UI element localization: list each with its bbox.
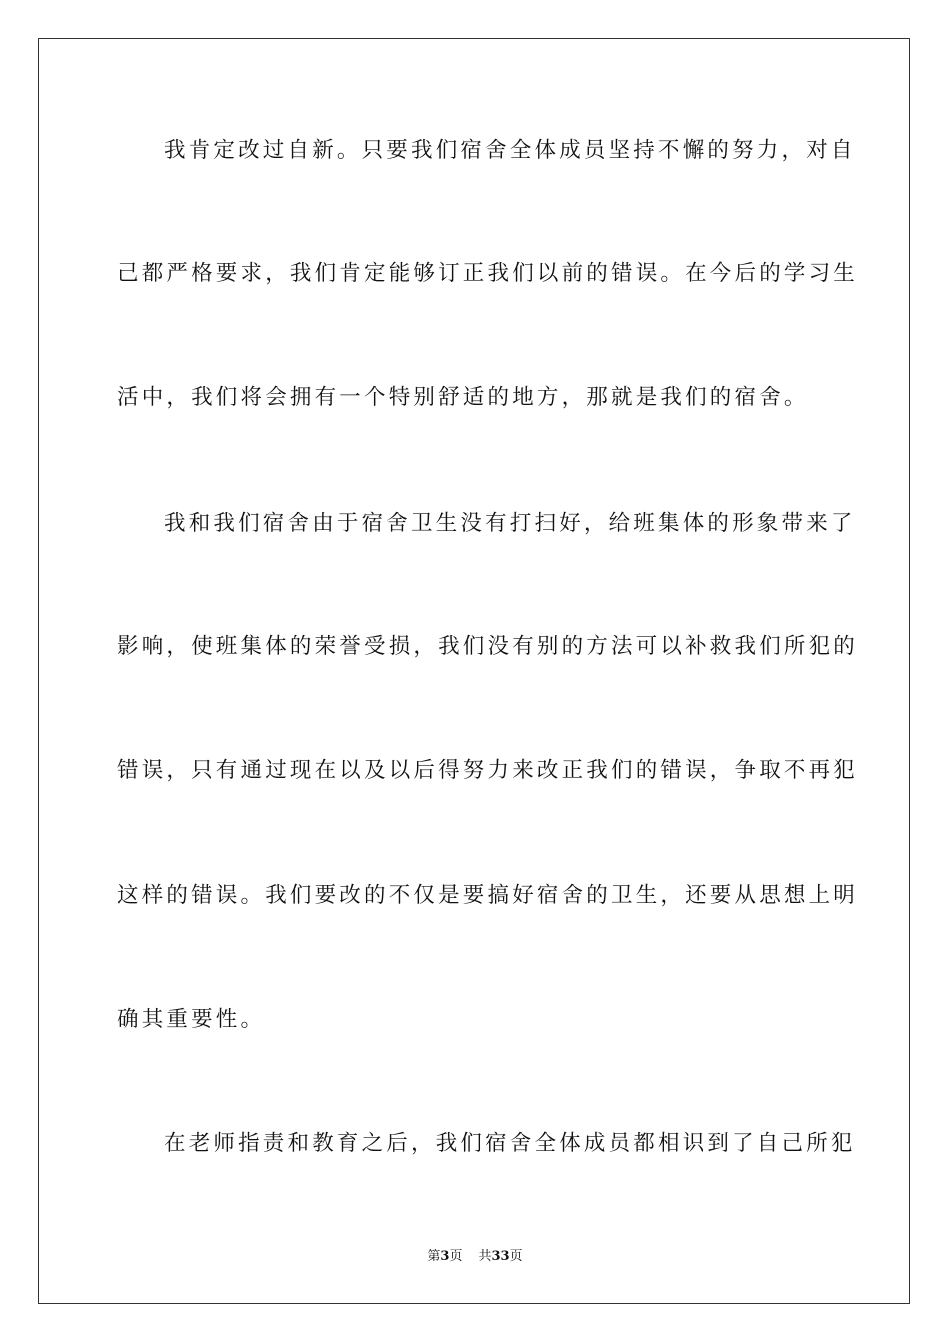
text-line: 活中，我们将会拥有一个特别舒适的地方，那就是我们的宿舍。 [117,385,809,410]
text-line: 确其重要性。 [117,1007,266,1032]
page-number: 3 [440,1249,450,1264]
total-pages: 33 [491,1249,510,1264]
text-line: 在老师指责和教育之后，我们宿舍全体成员都相识到了自己所犯 [164,1131,856,1156]
page-label-prefix: 第 [427,1249,441,1264]
page-border [38,38,910,1304]
page-footer [0,1248,950,1266]
text-line: 错误，只有通过现在以及以后得努力来改正我们的错误，争取不再犯 [117,758,859,783]
text-line: 我肯定改过自新。只要我们宿舍全体成员坚持不懈的努力，对自 [164,138,856,163]
text-line: 我和我们宿舍由于宿舍卫生没有打扫好，给班集体的形象带来了 [164,511,856,536]
total-label-suffix: 页 [509,1249,523,1264]
total-label-prefix: 共 [478,1249,492,1264]
text-line: 这样的错误。我们要改的不仅是要搞好宿舍的卫生，还要从思想上明 [117,883,859,908]
page-label-suffix: 页 [449,1249,463,1264]
text-line: 影响，使班集体的荣誉受损，我们没有别的方法可以补救我们所犯的 [117,634,859,659]
text-line: 己都严格要求，我们肯定能够订正我们以前的错误。在今后的学习生 [117,261,859,286]
